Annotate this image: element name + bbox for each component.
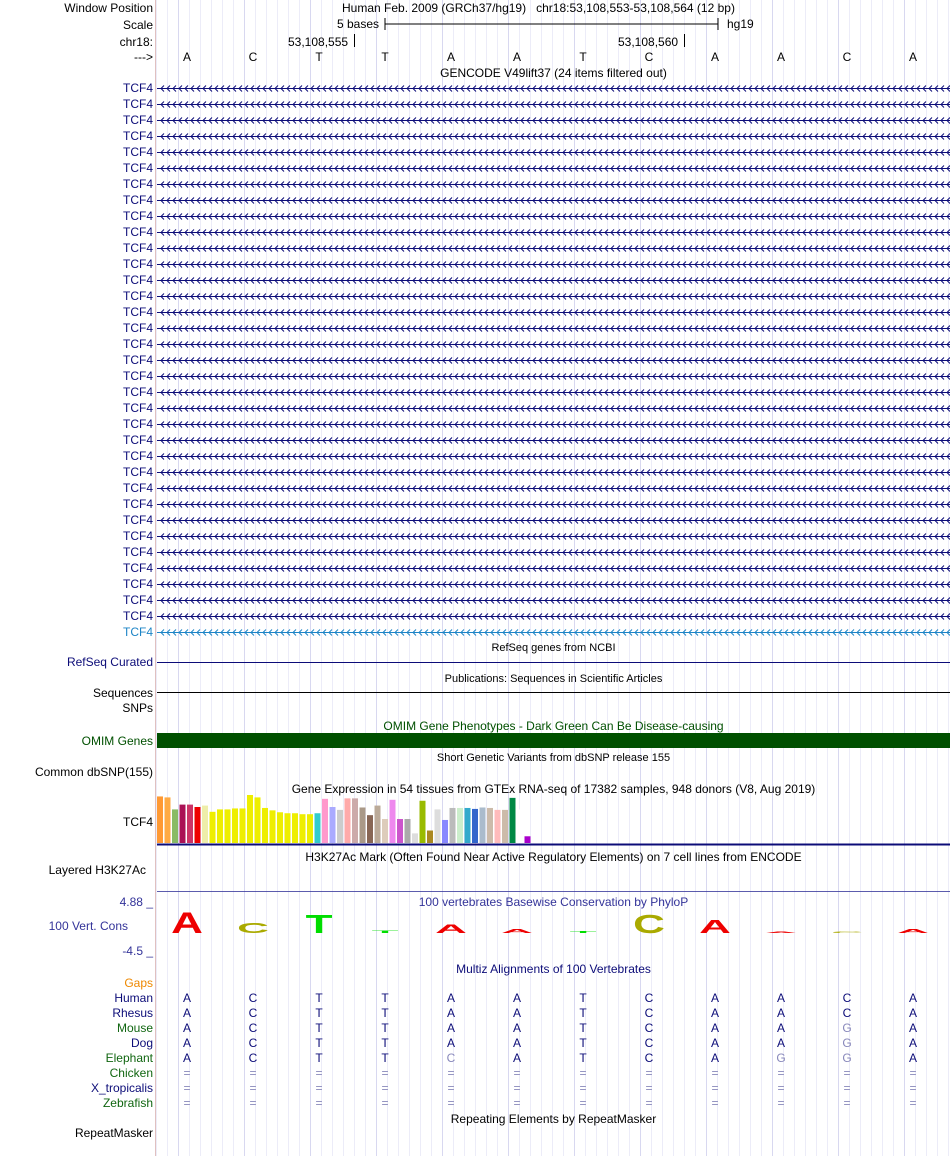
gtex-bar xyxy=(315,813,321,843)
gtex-bar xyxy=(435,809,441,843)
gencode-gene-label[interactable]: TCF4 xyxy=(123,129,153,143)
gtex-bar xyxy=(195,807,201,843)
gtex-bar xyxy=(457,808,463,843)
alignment-base: T xyxy=(381,1051,389,1065)
gtex-bar xyxy=(337,810,343,843)
alignment-base: = xyxy=(315,1066,323,1080)
alignment-base: = xyxy=(711,1066,719,1080)
gencode-gene-label[interactable]: TCF4 xyxy=(123,545,153,559)
alignment-base: A xyxy=(446,1021,455,1035)
base-letter: C xyxy=(842,50,852,64)
species-label[interactable]: Chicken xyxy=(109,1066,153,1080)
alignment-base: C xyxy=(644,1021,654,1035)
gencode-gene-label[interactable]: TCF4 xyxy=(123,465,153,479)
omim-bar[interactable] xyxy=(157,733,950,748)
repeatmasker-label[interactable]: RepeatMasker xyxy=(74,1126,153,1140)
alignment-base: T xyxy=(579,1006,587,1020)
alignment-base: A xyxy=(908,1021,917,1035)
alignment-base: = xyxy=(843,1096,851,1110)
alignment-base: A xyxy=(710,1036,719,1050)
coord-tick-1 xyxy=(354,34,355,47)
alignment-base: A xyxy=(182,1051,191,1065)
alignment-base: A xyxy=(446,991,455,1005)
base-letter: A xyxy=(776,50,785,64)
alignment-base: = xyxy=(711,1081,719,1095)
gtex-bar xyxy=(390,800,396,843)
alignment-base: T xyxy=(579,991,587,1005)
gtex-bar xyxy=(247,795,253,843)
alignment-base: A xyxy=(512,1006,521,1020)
alignment-base: A xyxy=(512,1051,521,1065)
gtex-bar xyxy=(345,798,351,843)
phylop-letter: C xyxy=(633,909,665,939)
gtex-bar xyxy=(172,809,178,843)
h3k27ac-baseline xyxy=(157,891,950,892)
window-position-label[interactable]: Window Position xyxy=(64,1,153,15)
dbsnp-title: Short Genetic Variants from dbSNP release 155 xyxy=(436,752,671,764)
scale-bar xyxy=(380,16,725,32)
gaps-label[interactable]: Gaps xyxy=(124,976,153,990)
species-label[interactable]: Zebrafish xyxy=(102,1096,153,1110)
gtex-bar xyxy=(330,807,336,843)
alignment-base: = xyxy=(777,1081,785,1095)
phylop-letter: A xyxy=(435,922,467,936)
alignment-base: T xyxy=(315,1036,323,1050)
phylop-label[interactable]: 100 Vert. Cons xyxy=(48,919,128,933)
h3k27ac-title: H3K27Ac Mark (Often Found Near Active Regulatory Elements) on 7 cell lines from ENCODE xyxy=(305,850,802,864)
alignment-base: A xyxy=(710,1021,719,1035)
alignment-base: = xyxy=(381,1096,389,1110)
alignment-base: A xyxy=(776,1036,785,1050)
gencode-gene-label[interactable]: TCF4 xyxy=(123,257,153,271)
gencode-gene-label[interactable]: TCF4 xyxy=(123,193,153,207)
alignment-base: = xyxy=(447,1081,455,1095)
gtex-bar xyxy=(502,810,508,843)
gencode-gene-label[interactable]: TCF4 xyxy=(123,97,153,111)
base-letter: A xyxy=(182,50,191,64)
gtex-bar xyxy=(187,805,193,843)
gencode-gene-label[interactable]: TCF4 xyxy=(123,577,153,591)
pubs-title: Publications: Sequences in Scientific Articles xyxy=(444,673,663,685)
alignment-base: = xyxy=(909,1096,917,1110)
base-letter: A xyxy=(710,50,719,64)
base-letter: T xyxy=(381,50,389,64)
alignment-base: = xyxy=(249,1096,257,1110)
phylop-letter: T xyxy=(305,909,333,939)
alignment-base: A xyxy=(182,1006,191,1020)
phylop-letter: C xyxy=(237,919,269,937)
alignment-base: T xyxy=(381,1021,389,1035)
alignment-base: = xyxy=(315,1096,323,1110)
gtex-bar xyxy=(525,836,531,843)
gencode-gene-label[interactable]: TCF4 xyxy=(123,161,153,175)
db-text: hg19 xyxy=(727,17,754,31)
gencode-gene-label[interactable]: TCF4 xyxy=(123,481,153,495)
gencode-track[interactable] xyxy=(157,80,950,640)
alignment-base: A xyxy=(512,1021,521,1035)
assembly-name: Human Feb. 2009 (GRCh37/hg19) xyxy=(342,1,527,15)
alignment-base: T xyxy=(315,1051,323,1065)
pubs-label[interactable]: Sequences xyxy=(92,686,153,700)
base-letter: A xyxy=(512,50,521,64)
gtex-bar xyxy=(487,808,493,843)
gtex-bar xyxy=(382,819,388,843)
gtex-bar xyxy=(210,812,216,843)
gtex-bar xyxy=(232,808,238,843)
phylop-letter: T xyxy=(371,929,399,934)
base-letter: C xyxy=(248,50,258,64)
refseq-label[interactable]: RefSeq Curated xyxy=(66,655,153,669)
gtex-bar xyxy=(480,807,486,843)
gencode-gene-label[interactable]: TCF4 xyxy=(123,513,153,527)
position-text: chr18:53,108,553-53,108,564 (12 bp) xyxy=(536,1,735,15)
snps-label[interactable]: SNPs xyxy=(122,701,153,715)
alignment-base: = xyxy=(579,1096,587,1110)
alignment-base: T xyxy=(381,1036,389,1050)
omim-title: OMIM Gene Phenotypes - Dark Green Can Be Disease-causing xyxy=(383,719,724,733)
gencode-gene-label[interactable]: TCF4 xyxy=(123,289,153,303)
gtex-bar xyxy=(412,833,418,843)
alignment-base: T xyxy=(579,1051,587,1065)
alignment-base: A xyxy=(182,1021,191,1035)
gencode-gene-label[interactable]: TCF4 xyxy=(123,385,153,399)
alignment-base: = xyxy=(711,1096,719,1110)
coord-tick-2 xyxy=(684,34,685,47)
gencode-gene-label[interactable]: TCF4 xyxy=(123,449,153,463)
base-letter: A xyxy=(908,50,917,64)
coord-label-2: 53,108,560 xyxy=(618,35,679,49)
refseq-line[interactable] xyxy=(157,662,950,663)
phylop-track[interactable] xyxy=(157,905,950,955)
gtex-bar xyxy=(427,831,433,843)
alignment-base: A xyxy=(908,1006,917,1020)
alignment-base: T xyxy=(315,1021,323,1035)
multiz-title: Multiz Alignments of 100 Vertebrates xyxy=(456,962,651,976)
alignment-base: A xyxy=(710,1006,719,1020)
gencode-gene-label[interactable]: TCF4 xyxy=(123,145,153,159)
strand-label[interactable]: ---> xyxy=(134,50,153,64)
base-letter: T xyxy=(315,50,323,64)
alignment-base: = xyxy=(315,1081,323,1095)
gtex-bar xyxy=(157,796,163,843)
pubs-line[interactable] xyxy=(157,692,950,693)
alignment-base: C xyxy=(248,1051,258,1065)
gtex-bar xyxy=(180,805,186,843)
alignment-base: = xyxy=(183,1096,191,1110)
alignment-base: = xyxy=(645,1066,653,1080)
gtex-bar-chart[interactable] xyxy=(157,795,950,847)
alignment-base: C xyxy=(248,1021,258,1035)
gtex-bar xyxy=(262,808,268,843)
species-label[interactable]: Elephant xyxy=(105,1051,153,1065)
alignment-base: A xyxy=(908,991,917,1005)
chrom-label[interactable]: chr18: xyxy=(119,35,153,49)
phylop-letter: A xyxy=(501,927,533,935)
alignment-base: = xyxy=(513,1081,521,1095)
alignment-base: T xyxy=(381,1006,389,1020)
phylop-letter: C xyxy=(831,931,863,934)
scale-label[interactable]: Scale xyxy=(122,18,153,32)
alignment-base: = xyxy=(777,1066,785,1080)
base-letter: C xyxy=(644,50,654,64)
alignment-base: C xyxy=(644,1006,654,1020)
alignment-base: A xyxy=(710,991,719,1005)
alignment-base: C xyxy=(446,1051,456,1065)
phylop-letter: T xyxy=(569,930,597,934)
alignment-base: = xyxy=(381,1081,389,1095)
gencode-title: GENCODE V49lift37 (24 items filtered out) xyxy=(440,66,667,80)
gtex-bar xyxy=(270,810,276,843)
gencode-gene-label[interactable]: TCF4 xyxy=(123,321,153,335)
dbsnp-label[interactable]: Common dbSNP(155) xyxy=(34,765,153,779)
gtex-bar xyxy=(442,820,448,843)
alignment-base: = xyxy=(645,1096,653,1110)
gtex-bar xyxy=(352,798,358,843)
alignment-base: T xyxy=(315,1006,323,1020)
gtex-bar xyxy=(217,809,223,843)
alignment-base: T xyxy=(579,1021,587,1035)
gtex-bar xyxy=(255,797,261,843)
alignment-base: T xyxy=(579,1036,587,1050)
alignment-base: A xyxy=(776,1021,785,1035)
gtex-label[interactable]: TCF4 xyxy=(123,815,153,829)
gtex-bar xyxy=(277,812,283,843)
gtex-bar xyxy=(517,809,523,843)
alignment-base: = xyxy=(843,1081,851,1095)
alignment-base: = xyxy=(909,1081,917,1095)
alignment-base: = xyxy=(843,1066,851,1080)
alignment-base: = xyxy=(447,1096,455,1110)
gencode-gene-label[interactable]: TCF4 xyxy=(123,305,153,319)
gencode-gene-label[interactable]: TCF4 xyxy=(123,561,153,575)
gencode-gene-label[interactable]: TCF4 xyxy=(123,225,153,239)
gtex-bar xyxy=(495,810,501,843)
gencode-gene-label[interactable]: TCF4 xyxy=(123,113,153,127)
alignment-base: A xyxy=(182,991,191,1005)
gencode-gene-label[interactable]: TCF4 xyxy=(123,81,153,95)
alignment-base: = xyxy=(645,1081,653,1095)
gtex-bar xyxy=(465,808,471,843)
alignment-base: A xyxy=(776,1006,785,1020)
gtex-bar xyxy=(397,819,403,843)
alignment-base: = xyxy=(183,1081,191,1095)
alignment-base: C xyxy=(644,1036,654,1050)
gtex-bar xyxy=(165,797,171,843)
gencode-gene-label[interactable]: TCF4 xyxy=(123,241,153,255)
alignment-base: T xyxy=(381,991,389,1005)
alignment-base: C xyxy=(644,1051,654,1065)
gtex-bar xyxy=(202,806,208,843)
gtex-bar xyxy=(307,814,313,843)
refseq-title: RefSeq genes from NCBI xyxy=(491,642,616,654)
alignment-base: = xyxy=(249,1066,257,1080)
label-divider xyxy=(155,0,156,1156)
gtex-bar xyxy=(375,806,381,843)
alignment-base: A xyxy=(512,991,521,1005)
phylop-letter: A xyxy=(699,917,731,938)
gtex-bar xyxy=(405,819,411,843)
gencode-gene-label[interactable]: TCF4 xyxy=(123,417,153,431)
alignment-base: = xyxy=(513,1096,521,1110)
gtex-bar xyxy=(285,813,291,843)
gtex-title: Gene Expression in 54 tissues from GTEx RNA-seq of 17382 samples, 948 donors (V8, Aug 2019) xyxy=(291,782,816,796)
alignment-base: A xyxy=(908,1051,917,1065)
gencode-gene-label[interactable]: TCF4 xyxy=(123,369,153,383)
alignment-base: C xyxy=(644,991,654,1005)
coord-label-1: 53,108,555 xyxy=(288,35,349,49)
alignment-base: = xyxy=(447,1066,455,1080)
alignment-base: A xyxy=(512,1036,521,1050)
alignment-base: = xyxy=(381,1066,389,1080)
omim-label[interactable]: OMIM Genes xyxy=(81,734,153,748)
alignment-base: = xyxy=(513,1066,521,1080)
alignment-base: = xyxy=(249,1081,257,1095)
alignment-base: G xyxy=(842,1051,852,1065)
alignment-base: C xyxy=(248,1036,258,1050)
h3k27ac-label[interactable]: Layered H3K27Ac xyxy=(48,863,146,877)
gtex-bar xyxy=(367,815,373,843)
scale-bases-text: 5 bases xyxy=(337,17,380,31)
phylop-letter: A xyxy=(171,906,203,940)
gtex-bar xyxy=(292,813,298,843)
alignment-base: A xyxy=(710,1051,719,1065)
gencode-gene-label[interactable]: TCF4 xyxy=(123,353,153,367)
species-label[interactable]: Mouse xyxy=(116,1021,153,1035)
alignment-base: A xyxy=(182,1036,191,1050)
species-label[interactable]: Rhesus xyxy=(112,1006,153,1020)
gencode-gene-label[interactable]: TCF4 xyxy=(123,625,153,639)
phylop-letter: A xyxy=(897,928,929,935)
assembly-text[interactable] xyxy=(342,1,735,15)
base-letter: A xyxy=(446,50,455,64)
gtex-bar xyxy=(240,808,246,843)
gtex-bar xyxy=(360,807,366,843)
gtex-bar xyxy=(450,808,456,843)
alignment-base: G xyxy=(842,1036,852,1050)
alignment-base: = xyxy=(579,1066,587,1080)
alignment-base: C xyxy=(842,1006,852,1020)
gencode-gene-label[interactable]: TCF4 xyxy=(123,273,153,287)
gencode-gene-label[interactable]: TCF4 xyxy=(123,497,153,511)
alignment-base: C xyxy=(248,991,258,1005)
alignment-base: = xyxy=(777,1096,785,1110)
species-label[interactable]: X_tropicalis xyxy=(90,1081,153,1095)
gtex-bar xyxy=(300,814,306,843)
phylop-title: 100 vertebrates Basewise Conservation by PhyloP xyxy=(418,895,689,909)
gencode-gene-label[interactable]: TCF4 xyxy=(123,433,153,447)
alignment-base: = xyxy=(909,1066,917,1080)
alignment-base: A xyxy=(776,991,785,1005)
gencode-gene-label[interactable]: TCF4 xyxy=(123,609,153,623)
gencode-gene-label[interactable]: TCF4 xyxy=(123,177,153,191)
phylop-letter: A xyxy=(765,931,797,934)
alignment-base: A xyxy=(908,1036,917,1050)
gencode-gene-label[interactable]: TCF4 xyxy=(123,209,153,223)
species-label[interactable]: Dog xyxy=(130,1036,153,1050)
base-letter: T xyxy=(579,50,587,64)
gencode-gene-label[interactable]: TCF4 xyxy=(123,337,153,351)
gencode-gene-label[interactable]: TCF4 xyxy=(123,529,153,543)
alignment-base: T xyxy=(315,991,323,1005)
alignment-base: C xyxy=(248,1006,258,1020)
alignment-base: A xyxy=(446,1006,455,1020)
alignment-base: G xyxy=(776,1051,786,1065)
phylop-max-label: 4.88 _ xyxy=(119,895,153,909)
repeatmasker-title: Repeating Elements by RepeatMasker xyxy=(450,1112,657,1126)
alignment-base: C xyxy=(842,991,852,1005)
alignment-base: = xyxy=(579,1081,587,1095)
alignment-base: A xyxy=(446,1036,455,1050)
gtex-bar xyxy=(472,809,478,843)
gtex-bar xyxy=(225,809,231,843)
gtex-bar xyxy=(322,799,328,843)
gencode-gene-label[interactable]: TCF4 xyxy=(123,401,153,415)
alignment-base: G xyxy=(842,1021,852,1035)
phylop-min-label: -4.5 _ xyxy=(122,944,153,958)
alignment-base: = xyxy=(183,1066,191,1080)
gtex-bar xyxy=(510,798,516,843)
gencode-gene-label[interactable]: TCF4 xyxy=(123,593,153,607)
species-label[interactable]: Human xyxy=(114,991,153,1005)
gtex-bar xyxy=(420,801,426,843)
